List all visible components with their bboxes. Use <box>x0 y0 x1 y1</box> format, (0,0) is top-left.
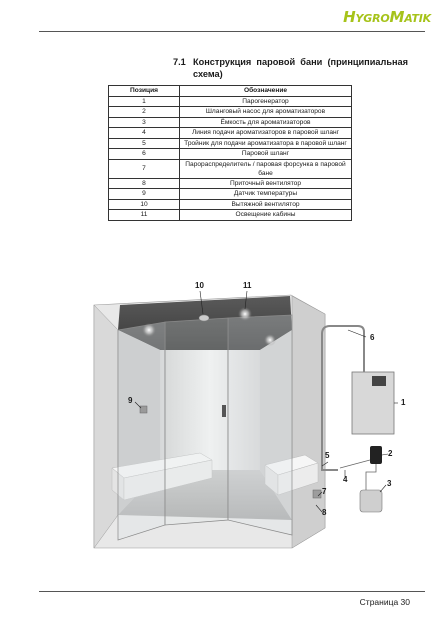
row-position: 6 <box>109 149 180 160</box>
row-position: 3 <box>109 117 180 128</box>
row-position: 10 <box>109 199 180 210</box>
callout-3: 3 <box>387 479 392 488</box>
row-designation: Вытяжной вентилятор <box>180 199 352 210</box>
section-title: Конструкция паровой бани (принципиальная схема) <box>193 57 408 79</box>
row-designation: Датчик температуры <box>180 189 352 200</box>
header-designation: Обозначение <box>180 86 352 97</box>
row-position: 1 <box>109 96 180 107</box>
callout-4: 4 <box>343 475 348 484</box>
row-designation: Линия подачи ароматизаторов в паровой шланг <box>180 128 352 139</box>
row-designation: Парогенератор <box>180 96 352 107</box>
row-position: 7 <box>109 159 180 178</box>
aroma-pump <box>370 446 382 464</box>
row-designation: Освещение кабины <box>180 210 352 221</box>
callout-10: 10 <box>195 281 204 290</box>
exhaust-fan <box>199 315 209 321</box>
page-number: Страница 30 <box>359 597 410 607</box>
row-designation: Тройник для подачи ароматизатора в паровой шланг <box>180 138 352 149</box>
callout-9: 9 <box>128 396 133 405</box>
glass-panel-right <box>228 315 292 535</box>
row-position: 11 <box>109 210 180 221</box>
ceiling-light <box>238 307 252 321</box>
row-designation: Приточный вентилятор <box>180 178 352 189</box>
row-position: 4 <box>109 128 180 139</box>
row-position: 9 <box>109 189 180 200</box>
door-handle <box>222 405 226 417</box>
callout-11: 11 <box>243 281 252 290</box>
row-designation: Шланговый насос для ароматизаторов <box>180 107 352 118</box>
generator-display <box>372 376 386 386</box>
section-number: 7.1 <box>173 57 186 67</box>
ceiling-light <box>142 323 156 337</box>
ceiling-light <box>264 334 276 346</box>
row-position: 5 <box>109 138 180 149</box>
row-position: 2 <box>109 107 180 118</box>
hygromatik-logo: HYGROMATIK <box>343 8 431 26</box>
glass-panel-left <box>118 322 165 540</box>
callout-6: 6 <box>370 333 375 342</box>
callout-2: 2 <box>388 449 393 458</box>
callout-8: 8 <box>322 508 327 517</box>
callout-7: 7 <box>322 487 327 496</box>
aroma-container <box>360 490 382 512</box>
header-position: Позиция <box>109 86 180 97</box>
glass-door <box>165 318 228 525</box>
aroma-line <box>340 460 370 468</box>
row-position: 8 <box>109 178 180 189</box>
cabin-right-wall <box>292 296 325 548</box>
callout-1: 1 <box>401 398 406 407</box>
cabin-left-wall <box>94 305 118 548</box>
temperature-sensor <box>140 406 147 413</box>
row-designation: Парораспределитель / паровая форсунка в паровой бане <box>180 159 352 178</box>
row-designation: Ёмкость для ароматизаторов <box>180 117 352 128</box>
callout-5: 5 <box>325 451 330 460</box>
footer-rule <box>39 591 425 592</box>
row-designation: Паровой шланг <box>180 149 352 160</box>
